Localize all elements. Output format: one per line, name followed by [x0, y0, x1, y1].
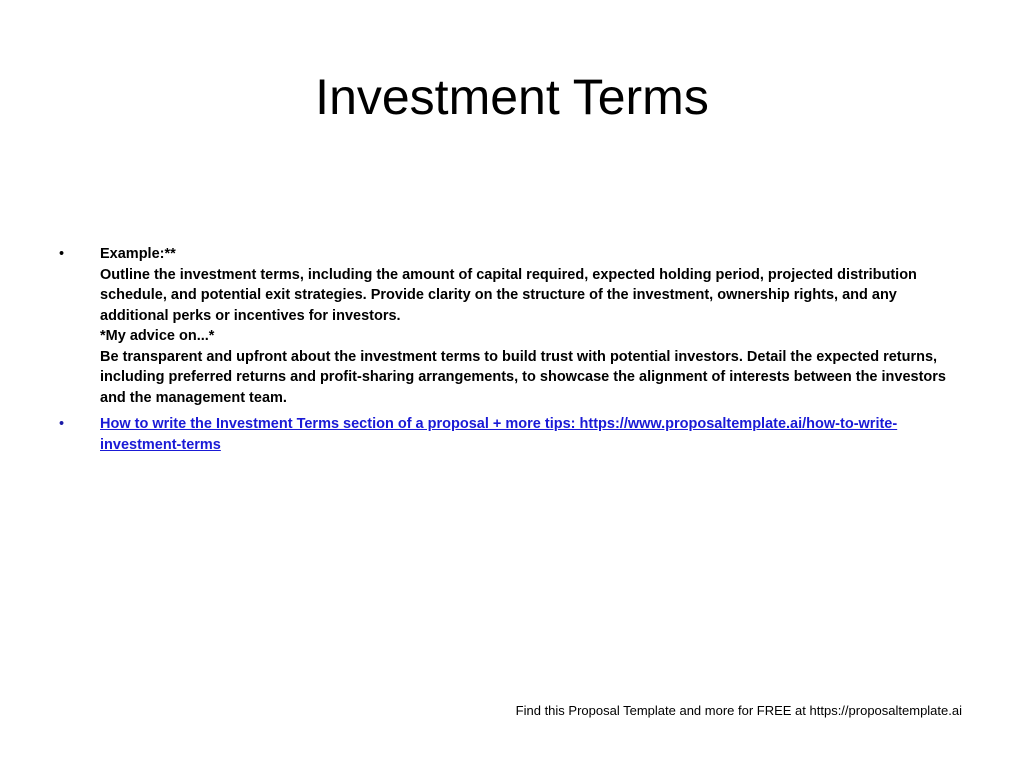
advice-heading: *My advice on...* [100, 328, 215, 344]
example-body: Outline the investment terms, including the amount of capital required, expected holding period, projected distribution schedule, and potential exit strategies. Provide clarity on the structure of the investment, ownership rights, and any additional perks or incentives for investors. [100, 266, 917, 324]
footer-note: Find this Proposal Template and more for FREE at https://proposaltemplate.ai [515, 703, 962, 718]
slide-title: Investment Terms [315, 69, 709, 125]
bullet-item-example [0, 244, 1024, 408]
how-to-write-link[interactable]: How to write the Investment Terms section of a proposal + more tips: https://www.proposaltemplate.ai/how-to-write-investment-terms [100, 416, 898, 453]
bullet-marker: • [59, 246, 65, 262]
advice-body: Be transparent and upfront about the investment terms to build trust with potential investors. Detail the expected returns, including preferred returns and profit-sharing arrangements, to showcase the alignment of interests between the investors and the management team. [100, 348, 946, 406]
example-heading: Example:** [100, 246, 176, 262]
bullet-list [0, 244, 1024, 461]
bullet-marker: • [59, 416, 65, 432]
bullet-item-link [0, 414, 1024, 455]
